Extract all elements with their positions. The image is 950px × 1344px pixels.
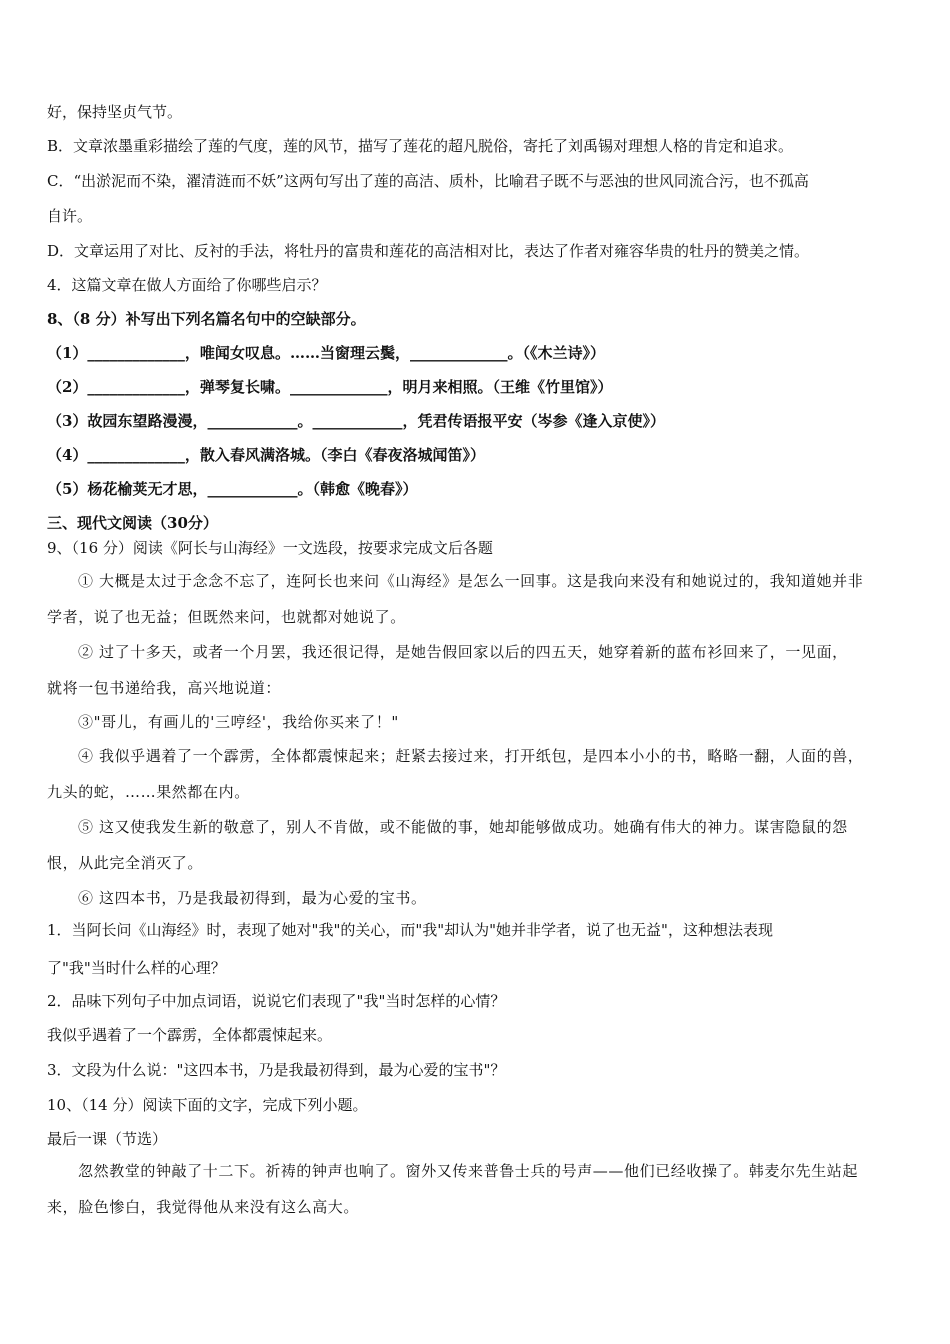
fill-blank-5: （5）杨花榆荚无才思，____________。（韩愈《晚春》） bbox=[47, 480, 418, 498]
sub-question-3: 3．文段为什么说："这四本书，乃是我最初得到，最为心爱的宝书"？ bbox=[47, 1061, 506, 1079]
text-line: 自许。 bbox=[47, 207, 93, 225]
passage-paragraph-2: ② 过了十多天，或者一个月罢，我还很记得，是她告假回家以后的四五天，她穿着新的蓝布衫回来了，一见面， bbox=[78, 643, 848, 661]
option-d: D．文章运用了对比、反衬的手法，将牡丹的富贵和莲花的高洁相对比，表达了作者对雍容华贵的牡丹的赞美之情。 bbox=[47, 242, 810, 260]
passage-paragraph-5-cont: 恨，从此完全消灭了。 bbox=[47, 854, 204, 872]
section-heading: 三、现代文阅读（30分） bbox=[47, 514, 218, 532]
passage-paragraph-cont: 来，脸色惨白，我觉得他从来没有这么高大。 bbox=[47, 1198, 360, 1216]
passage-paragraph-3: ③"哥儿，有画儿的'三哼经'，我给你买来了！" bbox=[78, 713, 399, 731]
sub-question-1-cont: 了"我"当时什么样的心理？ bbox=[47, 959, 226, 977]
passage-paragraph-5: ⑤ 这又使我发生新的敬意了，别人不肯做，或不能做的事，她却能够做成功。她确有伟大的神力。谋害隐鼠的怨 bbox=[78, 818, 848, 836]
option-c: C．“出淤泥而不染，濯清涟而不妖”这两句写出了莲的高洁、质朴，比喻君子既不与恶浊的世风同流合污，也不孤高 bbox=[47, 172, 809, 190]
fill-blank-3: （3）故园东望路漫漫，____________。____________，凭君传语报平安（岑参《逢入京使》） bbox=[47, 412, 665, 430]
option-b: B．文章浓墨重彩描绘了莲的气度，莲的风节，描写了莲花的超凡脱俗，寄托了刘禹锡对理想人格的肯定和追求。 bbox=[47, 137, 794, 155]
passage-paragraph-4: ④ 我似乎遇着了一个霹雳，全体都震悚起来；赶紧去接过来，打开纸包，是四本小小的书，略略一翻，人面的兽， bbox=[78, 747, 864, 765]
passage-paragraph-4-cont: 九头的蛇，……果然都在内。 bbox=[47, 783, 250, 801]
sub-question-1: 1．当阿长问《山海经》时，表现了她对"我"的关心，而"我"却认为"她并非学者，说了也无益"，这种想法表现 bbox=[47, 921, 773, 939]
passage-paragraph-6: ⑥ 这四本书，乃是我最初得到，最为心爱的宝书。 bbox=[78, 889, 427, 907]
question-8: 8、（8 分）补写出下列名篇名句中的空缺部分。 bbox=[47, 310, 366, 328]
passage-paragraph-1: ① 大概是太过于念念不忘了，连阿长也来问《山海经》是怎么一回事。这是我向来没有和她说过的，我知道她并非 bbox=[78, 572, 864, 590]
question-4: 4．这篇文章在做人方面给了你哪些启示？ bbox=[47, 276, 327, 294]
sub-question-2: 2．品味下列句子中加点词语，说说它们表现了"我"当时怎样的心情？ bbox=[47, 992, 506, 1010]
fill-blank-4: （4）_____________，散入春风满洛城。（李白《春夜洛城闻笛》） bbox=[47, 446, 485, 464]
passage-title: 最后一课（节选） bbox=[47, 1130, 168, 1148]
question-10: 10、（14 分）阅读下面的文字，完成下列小题。 bbox=[47, 1096, 368, 1114]
question-9: 9、（16 分）阅读《阿长与山海经》一文选段，按要求完成文后各题 bbox=[47, 539, 493, 557]
fill-blank-1: （1）_____________，唯闻女叹息。……当窗理云鬓，_____________。（《木兰诗》） bbox=[47, 344, 605, 362]
quoted-sentence: 我似乎遇着了一个霹雳，全体都震悚起来。 bbox=[47, 1026, 333, 1044]
passage-paragraph-1-cont: 学者，说了也无益；但既然来问，也就都对她说了。 bbox=[47, 608, 406, 626]
passage-paragraph: 忽然教堂的钟敲了十二下。祈祷的钟声也响了。窗外又传来普鲁士兵的号声——他们已经收操了。韩麦尔先生站起 bbox=[78, 1162, 859, 1180]
text-line: 好，保持坚贞气节。 bbox=[47, 103, 183, 121]
passage-paragraph-2-cont: 就将一包书递给我，高兴地说道： bbox=[47, 679, 282, 697]
fill-blank-2: （2）_____________，弹琴复长啸。_____________，明月来相照。（王维《竹里馆》） bbox=[47, 378, 613, 396]
